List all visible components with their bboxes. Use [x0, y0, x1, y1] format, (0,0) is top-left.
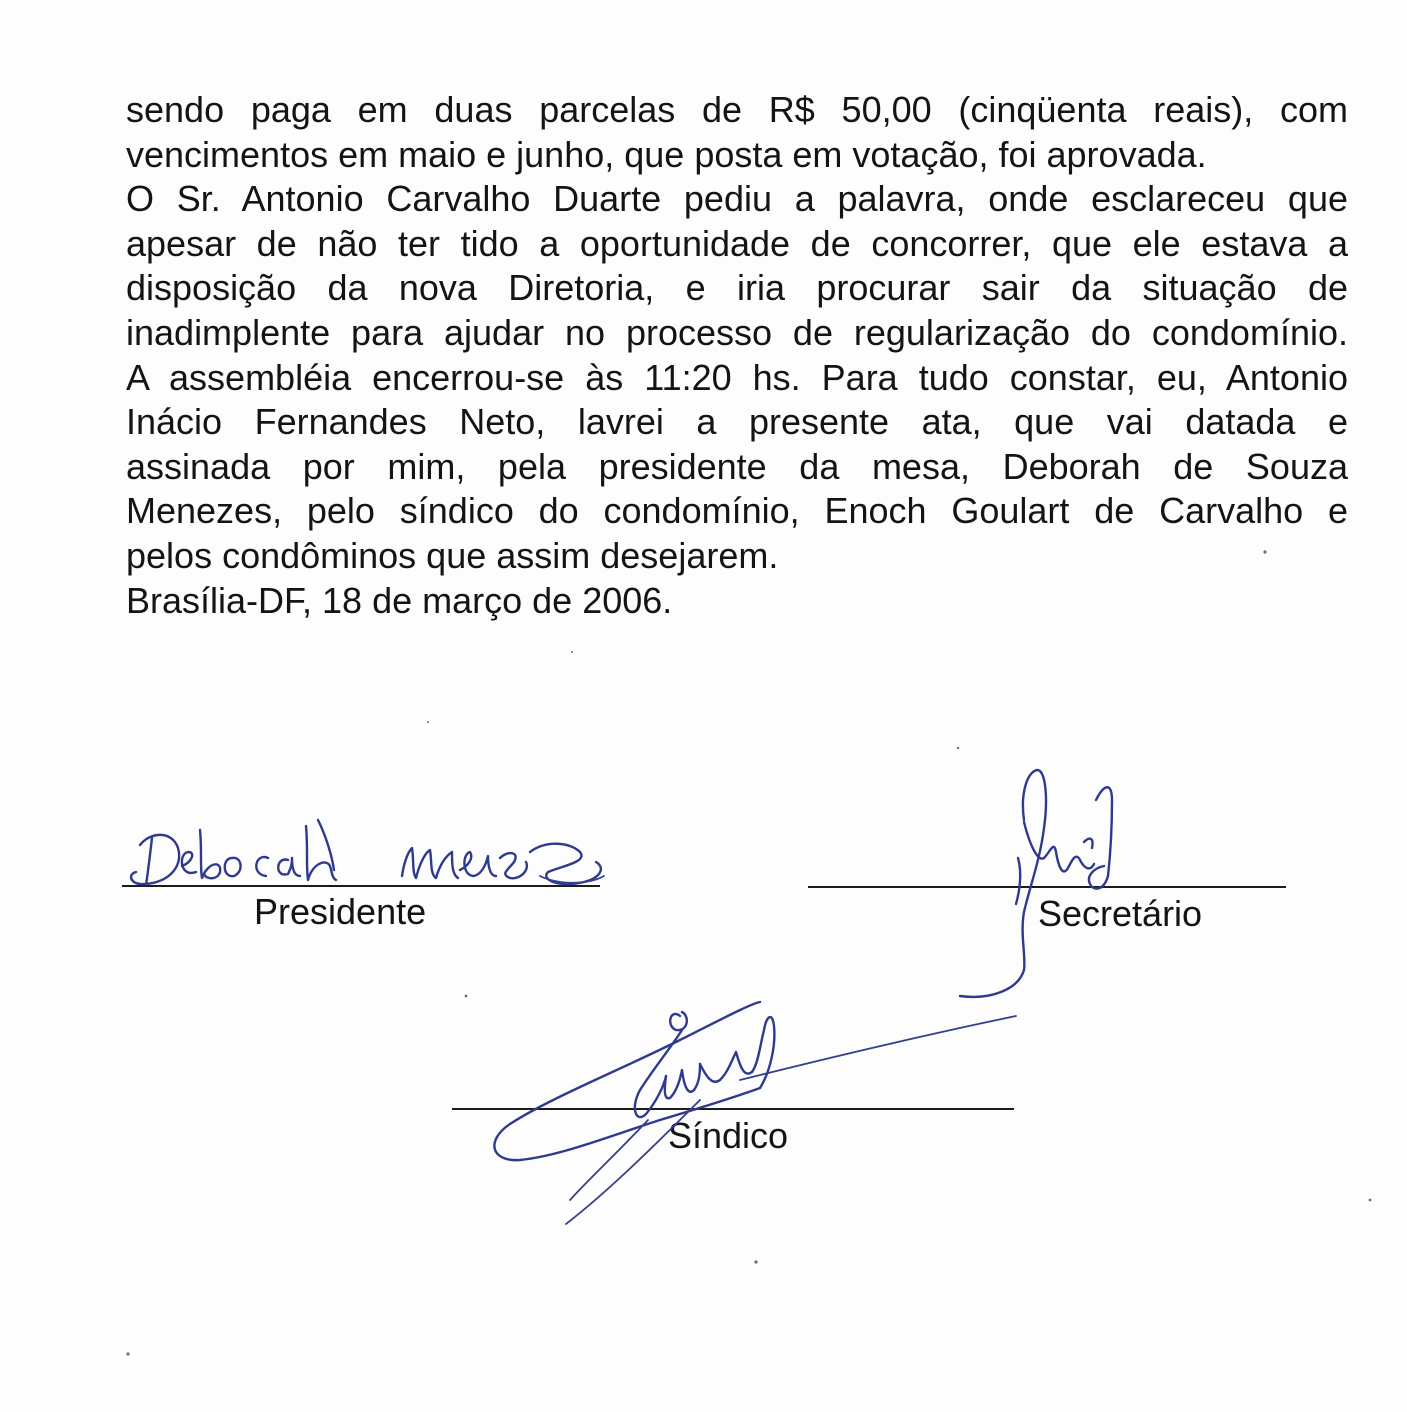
text-line: sendo paga em duas parcelas de R$ 50,00 (cinqüenta reais), com: [126, 89, 1348, 130]
text-line: Inácio Fernandes Neto, lavrei a presente ata, que vai datada e: [126, 401, 1348, 443]
text-line: A assembléia encerrou-se às 11:20 hs. Para tudo constar, eu, Antonio: [126, 356, 1348, 398]
minutes-text: [126, 88, 1348, 623]
text-line: Menezes, pelo síndico do condomínio, Enoch Goulart de Carvalho e: [126, 490, 1348, 532]
secretary-label: Secretário: [1038, 893, 1203, 934]
text-line: pelos condôminos que assim desejarem.: [126, 534, 779, 576]
president-signature: [131, 820, 604, 885]
scan-specks: [126, 550, 1371, 1355]
text-line: vencimentos em maio e junho, que posta em votação, foi aprovada.: [126, 133, 1207, 175]
date-line: Brasília-DF, 18 de março de 2006.: [126, 579, 673, 621]
sindico-label: Síndico: [668, 1115, 789, 1156]
sindico-signature-line: [452, 1108, 1014, 1110]
text-line: inadimplente para ajudar no processo de regularização do condomínio.: [126, 311, 1348, 353]
president-signature-line: [122, 885, 600, 887]
sindico-signature: [494, 1002, 1016, 1224]
text-line: assinada por mim, pela presidente da mesa, Deborah de Souza: [126, 445, 1348, 487]
text-line: apesar de não ter tido a oportunidade de concorrer, que ele estava a: [126, 222, 1348, 264]
text-line: disposição da nova Diretoria, e iria procurar sair da situação de: [126, 267, 1348, 309]
secretary-signature: [960, 770, 1112, 997]
text-line: O Sr. Antonio Carvalho Duarte pediu a palavra, onde esclareceu que: [126, 178, 1348, 220]
secretary-signature-line: [808, 886, 1286, 888]
president-label: Presidente: [254, 891, 427, 932]
